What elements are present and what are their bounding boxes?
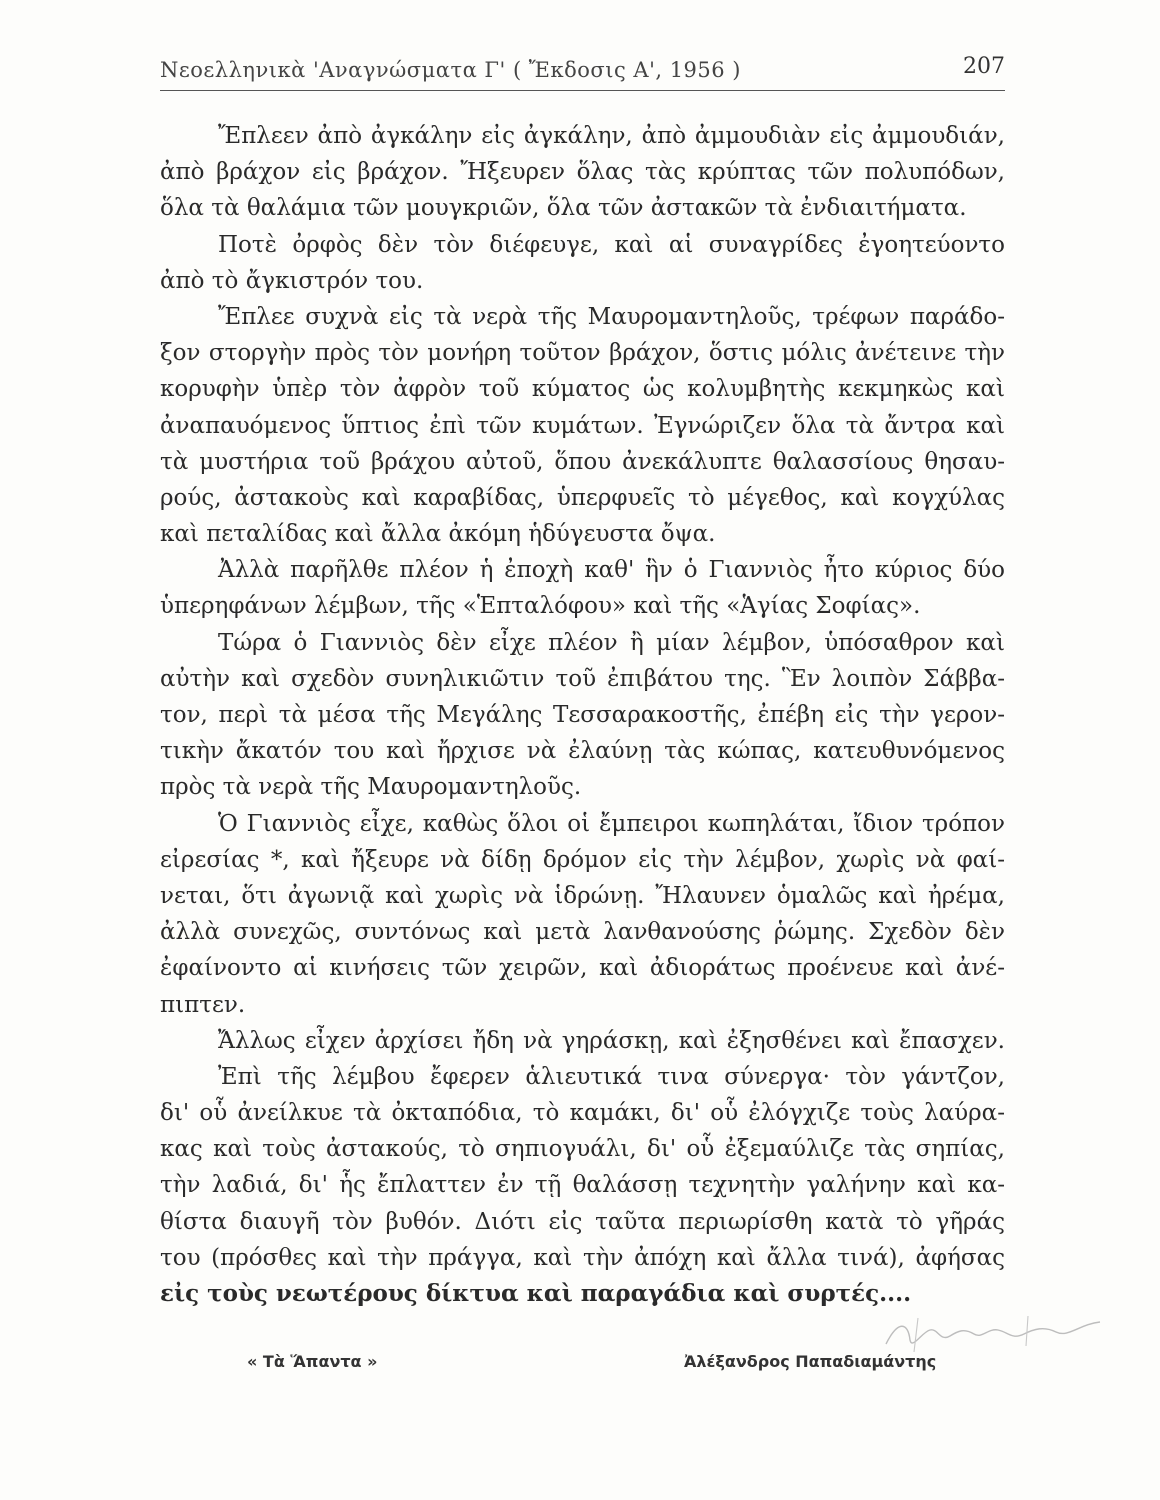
text-line: ἐφαίνοντο αἱ κινήσεις τῶν χειρῶν, καὶ ἀδιοράτως προένευε καὶ ἀνέ- <box>160 955 1005 982</box>
text-line: κορυφὴν ὑπὲρ τὸν ἀφρὸν τοῦ κύματος ὡς κολυμβητὴς κεκμηκὼς καὶ <box>160 376 1005 403</box>
text-line: Ἐπὶ τῆς λέμβου ἔφερεν ἁλιευτικά τινα σύνεργα· τὸν γάντζον, <box>218 1063 1005 1090</box>
text-line: δι' οὗ ἀνείλκυε τὰ ὀκταπόδια, τὸ καμάκι, δι' οὗ ἐλόγχιζε τοὺς λαύρα- <box>160 1100 1005 1127</box>
text-line: θίστα διαυγῆ τὸν βυθόν. Διότι εἰς ταῦτα περιωρίσθη κατὰ τὸ γῆράς <box>160 1208 1005 1235</box>
page-header <box>160 56 1005 91</box>
text-line: τὴν λαδιά, δι' ἧς ἔπλαττεν ἐν τῇ θαλάσσῃ τεχνητὴν γαλήνην καὶ κα- <box>160 1172 1005 1199</box>
running-head: Νεοελληνικὰ 'Αναγνώσματα Γ' ( Ἔκδοσις Α', 1956 ) <box>160 58 742 82</box>
text-line: τὰ μυστήρια τοῦ βράχου αὐτοῦ, ὅπου ἀνεκάλυπτε θαλασσίους θησαυ- <box>160 448 1005 475</box>
handwritten-signature <box>878 1310 1108 1360</box>
text-line: του (πρόσθες καὶ τὴν πράγγα, καὶ τὴν ἀπόχη καὶ ἄλλα τινά), ἀφήσας <box>160 1244 1005 1271</box>
text-line: ὅλα τὰ θαλάμια τῶν μουγκριῶν, ὅλα τῶν ἀστακῶν τὰ ἐνδιαιτήματα. <box>160 195 967 222</box>
text-line: ξον στοργὴν πρὸς τὸν μονήρη τοῦτον βράχον, ὅστις μόλις ἀνέτεινε τὴν <box>160 340 1005 367</box>
text-line: ἀναπαυόμενος ὕπτιος ἐπὶ τῶν κυμάτων. Ἐγνώριζεν ὅλα τὰ ἄντρα καὶ <box>160 412 1005 439</box>
text-line: εἰρεσίας *, καὶ ἤξευρε νὰ δίδῃ δρόμον εἰς τὴν λέμβον, χωρὶς νὰ φαί- <box>160 846 1005 873</box>
body-text <box>160 118 1005 1312</box>
text-line: ἀπὸ τὸ ἄγκιστρόν του. <box>160 267 424 294</box>
text-line: αὐτὴν καὶ σχεδὸν συνηλικιῶτιν τοῦ ἐπιβάτου της. Ἓν λοιπὸν Σάββα- <box>160 665 1005 692</box>
text-line: Ἄλλως εἶχεν ἀρχίσει ἤδη νὰ γηράσκῃ, καὶ ἐξησθένει καὶ ἔπασχεν. <box>218 1027 1005 1054</box>
text-line: τον, περὶ τὰ μέσα τῆς Μεγάλης Τεσσαρακοστῆς, ἐπέβη εἰς τὴν γερον- <box>160 702 1005 728</box>
text-line: ὑπερηφάνων λέμβων, τῆς «Ἑπταλόφου» καὶ τῆς «Ἁγίας Σοφίας». <box>160 593 921 620</box>
text-line: Ὁ Γιαννιὸς εἶχε, καθὼς ὅλοι οἱ ἔμπειροι κωπηλάται, ἴδιον τρόπον <box>218 810 1005 837</box>
text-line: Ἔπλεε συχνὰ εἰς τὰ νερὰ τῆς Μαυρομαντηλοῦς, τρέφων παράδο- <box>218 303 1005 330</box>
text-line: εἰς τοὺς νεωτέρους δίκτυα καὶ παραγάδια καὶ συρτές.... <box>160 1280 912 1307</box>
text-line: τικὴν ἄκατόν του καὶ ἤρχισε νὰ ἐλαύνῃ τὰς κώπας, κατευθυνόμενος <box>160 738 1005 765</box>
page-number: 207 <box>963 54 1005 79</box>
text-line: πρὸς τὰ νερὰ τῆς Μαυρομαντηλοῦς. <box>160 774 582 801</box>
text-line: Τώρα ὁ Γιαννιὸς δὲν εἶχε πλέον ἢ μίαν λέμβον, ὑπόσαθρον καὶ <box>218 629 1005 656</box>
text-line: ἀλλὰ συνεχῶς, συντόνως καὶ μετὰ λανθανούσης ῥώμης. Σχεδὸν δὲν <box>160 919 1005 946</box>
text-line: ρούς, ἀστακοὺς καὶ καραβίδας, ὑπερφυεῖς τὸ μέγεθος, καὶ κογχύλας <box>160 484 1005 511</box>
text-line: νεται, ὅτι ἀγωνιᾷ καὶ χωρὶς νὰ ἱδρώνῃ. Ἤλαυνεν ὁμαλῶς καὶ ἠρέμα, <box>160 882 1005 909</box>
text-line: Ποτὲ ὀρφὸς δὲν τὸν διέφευγε, καὶ αἱ συναγρίδες ἐγοητεύοντο <box>218 231 1005 258</box>
text-line: ἀπὸ βράχον εἰς βράχον. Ἤξευρεν ὅλας τὰς κρύπτας τῶν πολυπόδων, <box>160 159 1005 186</box>
author-name: Ἀλέξανδρος Παπαδιαμάντης <box>684 1352 937 1371</box>
text-line: κας καὶ τοὺς ἀστακούς, τὸ σηπιογυάλι, δι' οὗ ἐξεμαύλιζε τὰς σηπίας, <box>160 1136 1005 1163</box>
text-line: καὶ πεταλίδας καὶ ἄλλα ἀκόμη ἡδύγευστα ὄψα. <box>160 521 716 548</box>
text-line: Ἀλλὰ παρῆλθε πλέον ἡ ἐποχὴ καθ' ἣν ὁ Γιαννιὸς ἦτο κύριος δύο <box>218 557 1005 584</box>
source-citation: « Τὰ Ἅπαντα » <box>247 1352 378 1371</box>
text-line: Ἔπλεεν ἀπὸ ἀγκάλην εἰς ἀγκάλην, ἀπὸ ἀμμουδιὰν εἰς ἀμμουδιάν, <box>218 123 1005 149</box>
text-line: πιπτεν. <box>160 991 246 1018</box>
